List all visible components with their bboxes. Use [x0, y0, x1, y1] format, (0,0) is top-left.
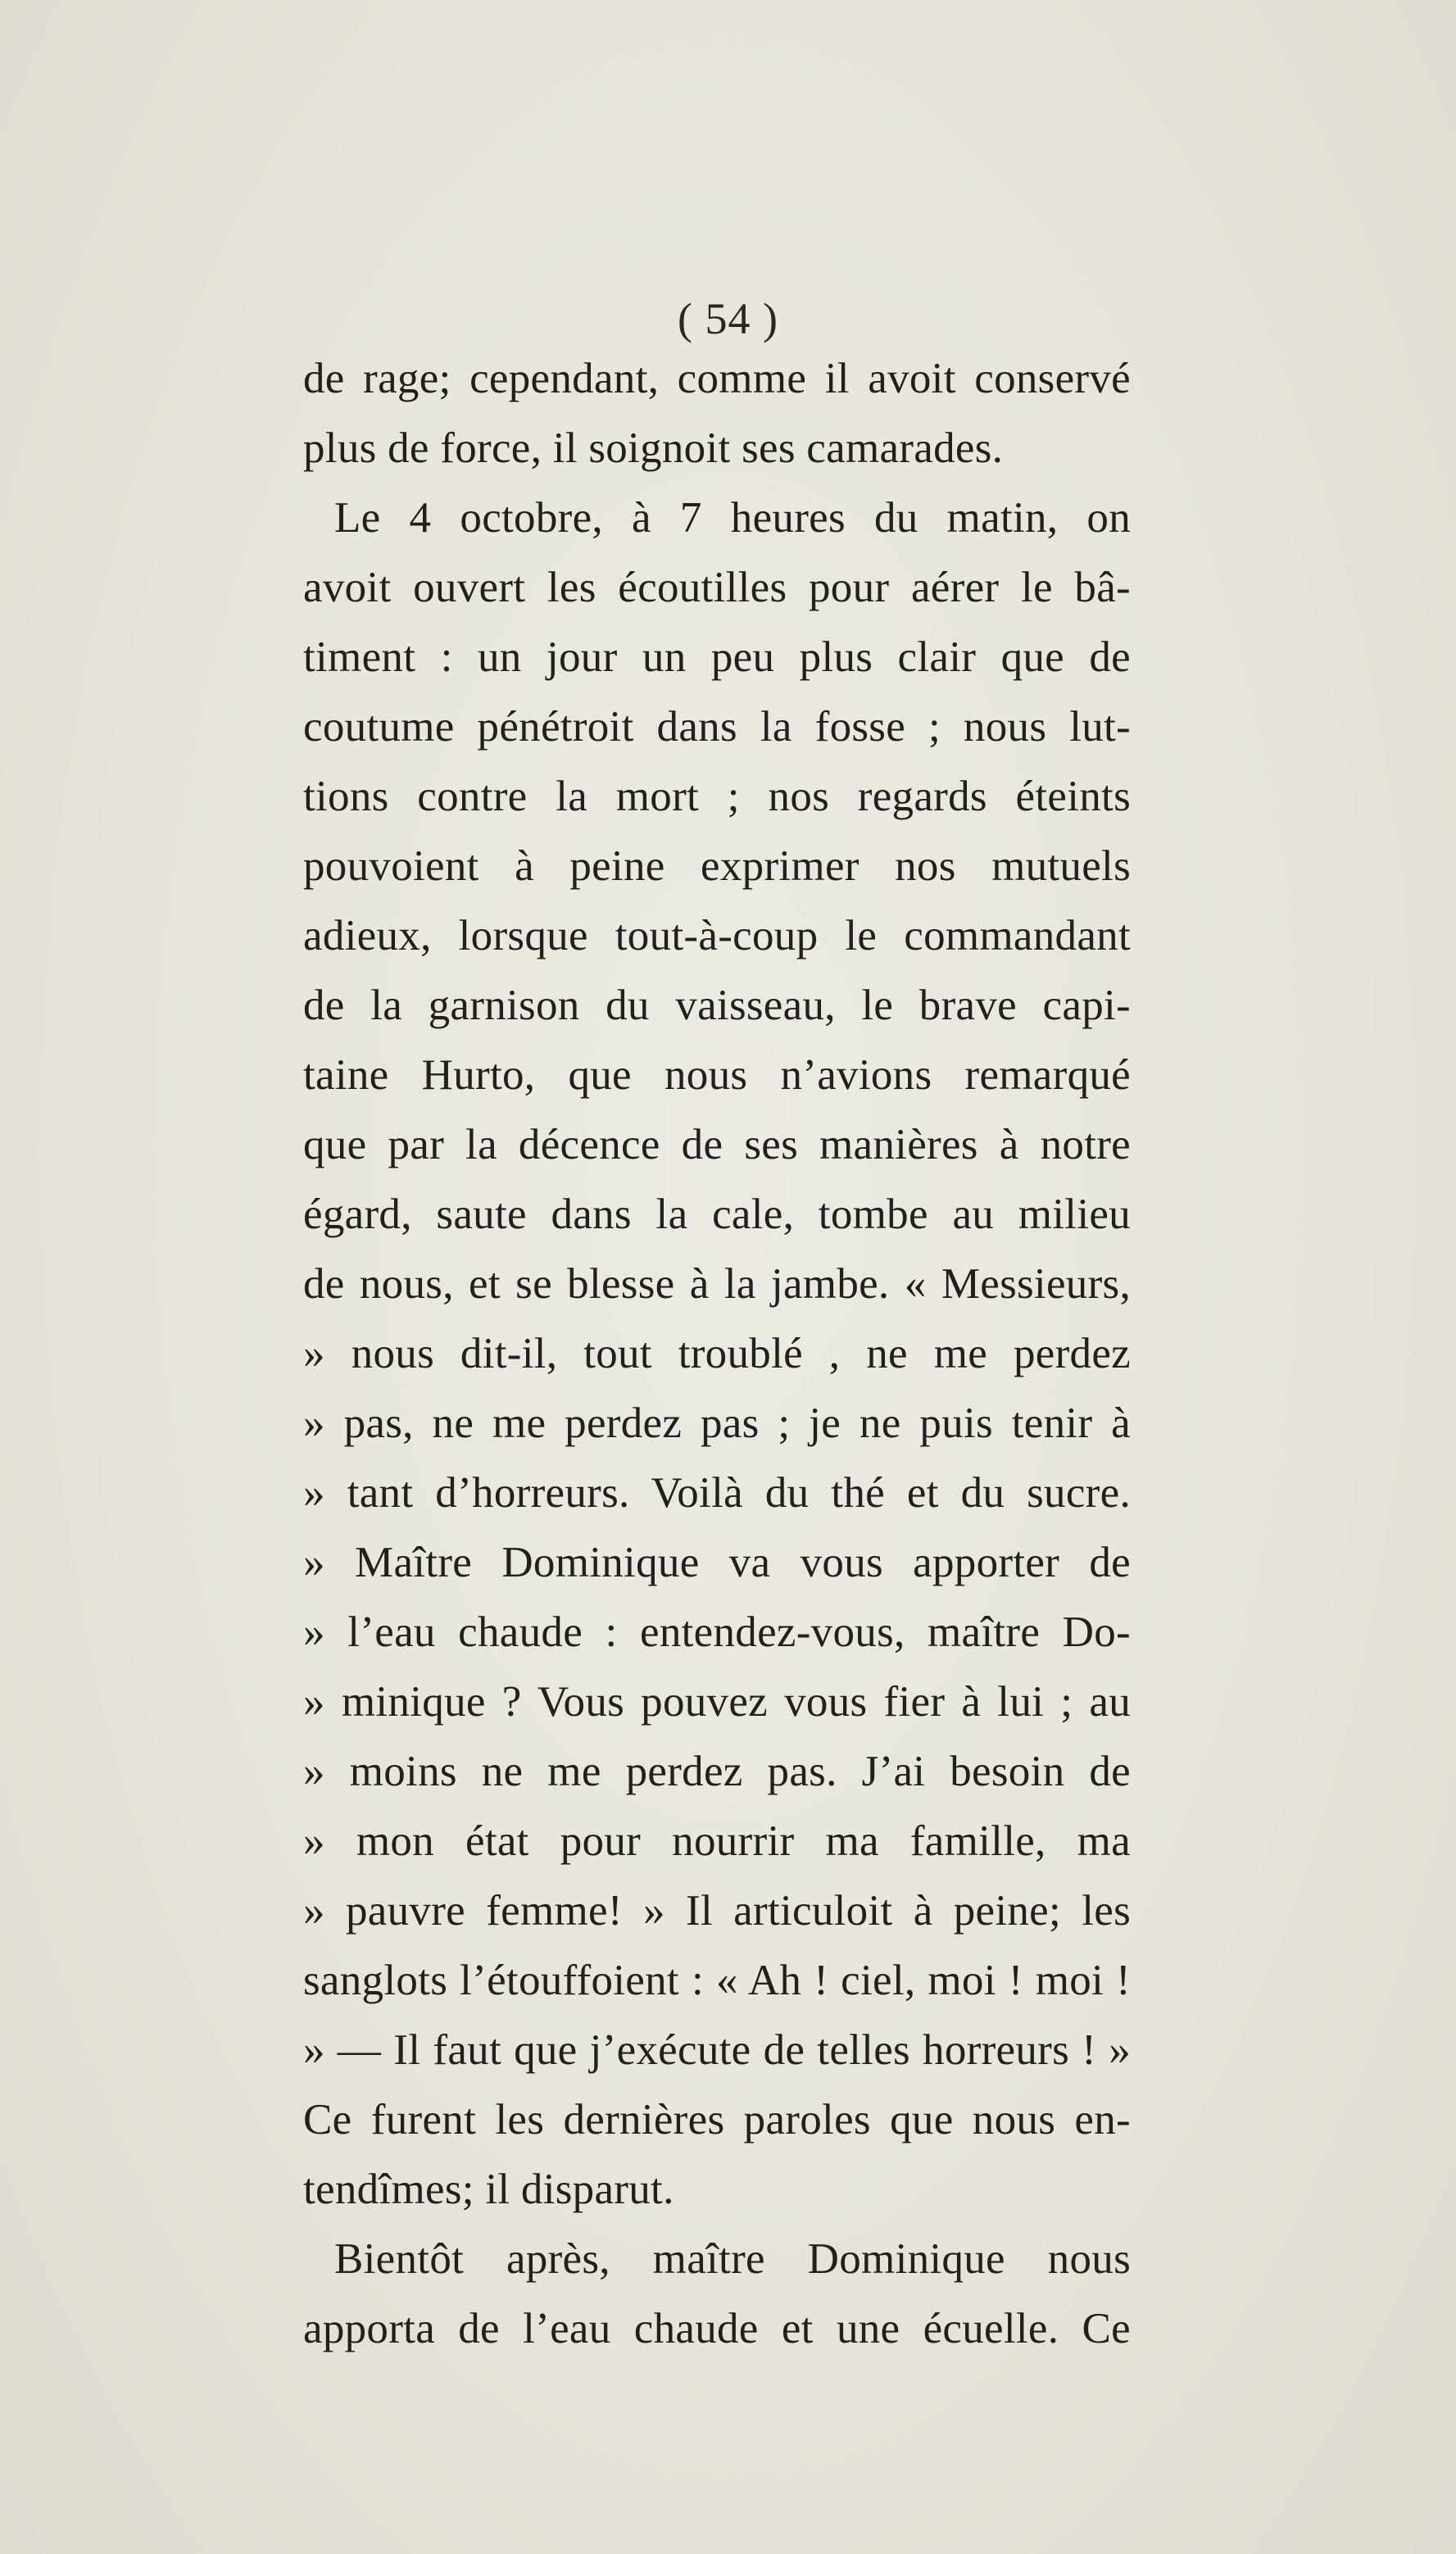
text-line: plus de force, il soignoit ses camarades. [303, 424, 1004, 472]
text-line: Ce furent les dernières paroles que nous en- [303, 2096, 1131, 2143]
text-line: Bientôt après, maître Dominique nous [334, 2235, 1131, 2283]
text-line: Le 4 octobre, à 7 heures du matin, on [334, 494, 1131, 542]
text-line: » minique ? Vous pouvez vous fier à lui ; au [303, 1678, 1131, 1726]
text-line: coutume pénétroit dans la fosse ; nous lut- [303, 703, 1131, 751]
text-line: pouvoient à peine exprimer nos mutuels [303, 842, 1131, 890]
text-line: » nous dit-il, tout troublé , ne me perdez [303, 1330, 1131, 1377]
text-line: tendîmes; il disparut. [303, 2166, 674, 2213]
text-line: » pas, ne me perdez pas ; je ne puis tenir à [303, 1399, 1131, 1447]
text-line: » tant d’horreurs. Voilà du thé et du sucre. [303, 1469, 1131, 1517]
text-line: égard, saute dans la cale, tombe au milieu [303, 1191, 1131, 1238]
text-line: apporta de l’eau chaude et une écuelle. Ce [303, 2305, 1131, 2352]
body-text [303, 344, 1131, 2364]
text-line: » mon état pour nourrir ma famille, ma [303, 1817, 1131, 1865]
text-line: que par la décence de ses manières à notre [303, 1121, 1131, 1168]
text-line: » moins ne me perdez pas. J’ai besoin de [303, 1748, 1131, 1795]
text-line: » l’eau chaude : entendez-vous, maître Do- [303, 1608, 1131, 1656]
text-line: de la garnison du vaisseau, le brave capi- [303, 982, 1131, 1029]
text-line: timent : un jour un peu plus clair que de [303, 633, 1131, 681]
text-line: sanglots l’étouffoient : « Ah ! ciel, moi ! moi ! [303, 1957, 1131, 2004]
text-line: taine Hurto, que nous n’avions remarqué [303, 1051, 1131, 1099]
text-line: de rage; cependant, comme il avoit conservé [303, 355, 1131, 402]
text-line: » Maître Dominique va vous apporter de [303, 1539, 1131, 1586]
text-line: avoit ouvert les écoutilles pour aérer le bâ- [303, 564, 1131, 611]
text-line: » pauvre femme! » Il articuloit à peine; les [303, 1887, 1131, 1935]
text-line: adieux, lorsque tout-à-coup le commandant [303, 912, 1131, 959]
page-number: ( 54 ) [678, 294, 778, 343]
text-line: de nous, et se blesse à la jambe. « Messieurs, [303, 1260, 1131, 1308]
text-line: » — Il faut que j’exécute de telles horreurs ! » [303, 2026, 1131, 2074]
text-line: tions contre la mort ; nos regards éteints [303, 773, 1131, 820]
